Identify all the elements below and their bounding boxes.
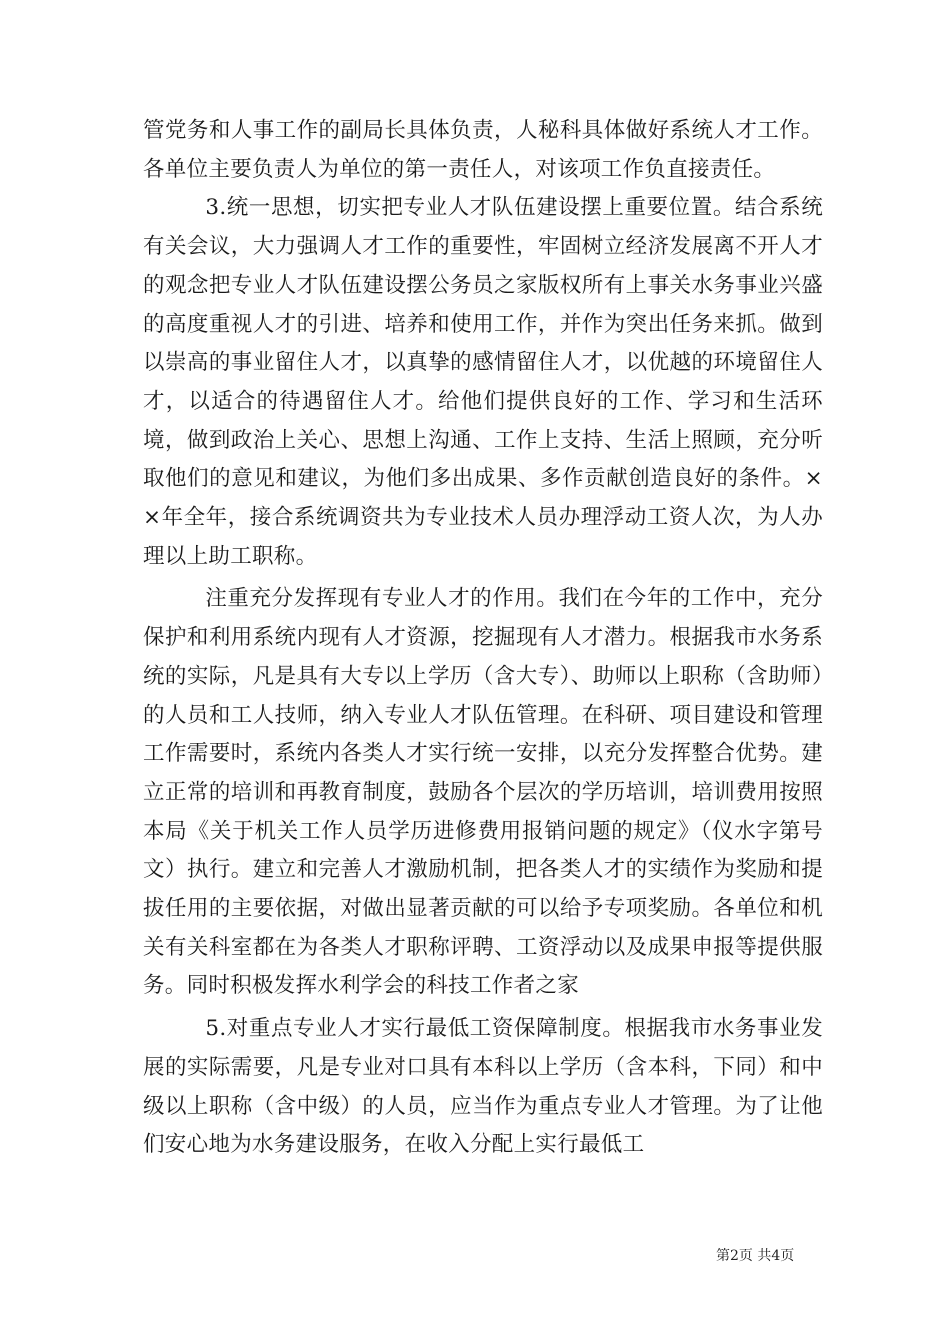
paragraph-item-5: 5.对重点专业人才实行最低工资保障制度。根据我市水务事业发展的实际需要，凡是专业对口具有本科以上学历（含本科，下同）和中级以上职称（含中级）的人员，应当作为重点专业人才管理。为了让他们安心地为水务建设服务，在收入分配上实行最低工: [143, 1016, 823, 1158]
page-label-middle: 页 共: [738, 1248, 772, 1264]
paragraph-item-3: 3.统一思想，切实把专业人才队伍建设摆上重要位置。结合系统有关会议，大力强调人才工作的重要性，牢固树立经济发展离不开人才的观念把专业人才队伍建设摆公务员之家版权所有上事关水务事业兴盛的高度重视人才的引进、培养和使用工作，并作为突出任务来抓。做到以崇高的事业留住人才，以真挚的感情留住人才，以优越的环境留住人才，以适合的待遇留住人才。给他们提供良好的工作、学习和生活环境，做到政治上关心、思想上沟通、工作上支持、生活上照顾，充分听取他们的意见和建议，为他们多出成果、多作贡献创造良好的条件。××年全年，接合系统调资共为专业技术人员办理浮动工资人次，为人办理以上助工职称。: [143, 195, 823, 569]
page-number-footer: [716, 1246, 794, 1266]
page-label-suffix: 页: [780, 1248, 795, 1264]
total-pages-number: 4: [771, 1248, 781, 1264]
paragraph-continuation: 管党务和人事工作的副局长具体负责，人秘科具体做好系统人才工作。各单位主要负责人为单位的第一责任人，对该项工作负直接责任。: [143, 118, 823, 182]
current-page-number: 2: [730, 1248, 739, 1264]
document-body: [143, 112, 823, 1165]
page-label-prefix: 第: [716, 1248, 730, 1264]
paragraph-item-4: 注重充分发挥现有专业人才的作用。我们在今年的工作中，充分保护和利用系统内现有人才资源，挖掘现有人才潜力。根据我市水务系统的实际，凡是具有大专以上学历（含大专）、助师以上职称（含助师）的人员和工人技师，纳入专业人才队伍管理。在科研、项目建设和管理工作需要时，系统内各类人才实行统一安排，以充分发挥整合优势。建立正常的培训和再教育制度，鼓励各个层次的学历培训，培训费用按照本局《关于机关工作人员学历进修费用报销问题的规定》（仪水字第号文）执行。建立和完善人才激励机制，把各类人才的实绩作为奖励和提拔任用的主要依据，对做出显著贡献的可以给予专项奖励。各单位和机关有关科室都在为各类人才职称评聘、工资浮动以及成果申报等提供服务。同时积极发挥水利学会的科技工作者之家: [143, 586, 823, 999]
